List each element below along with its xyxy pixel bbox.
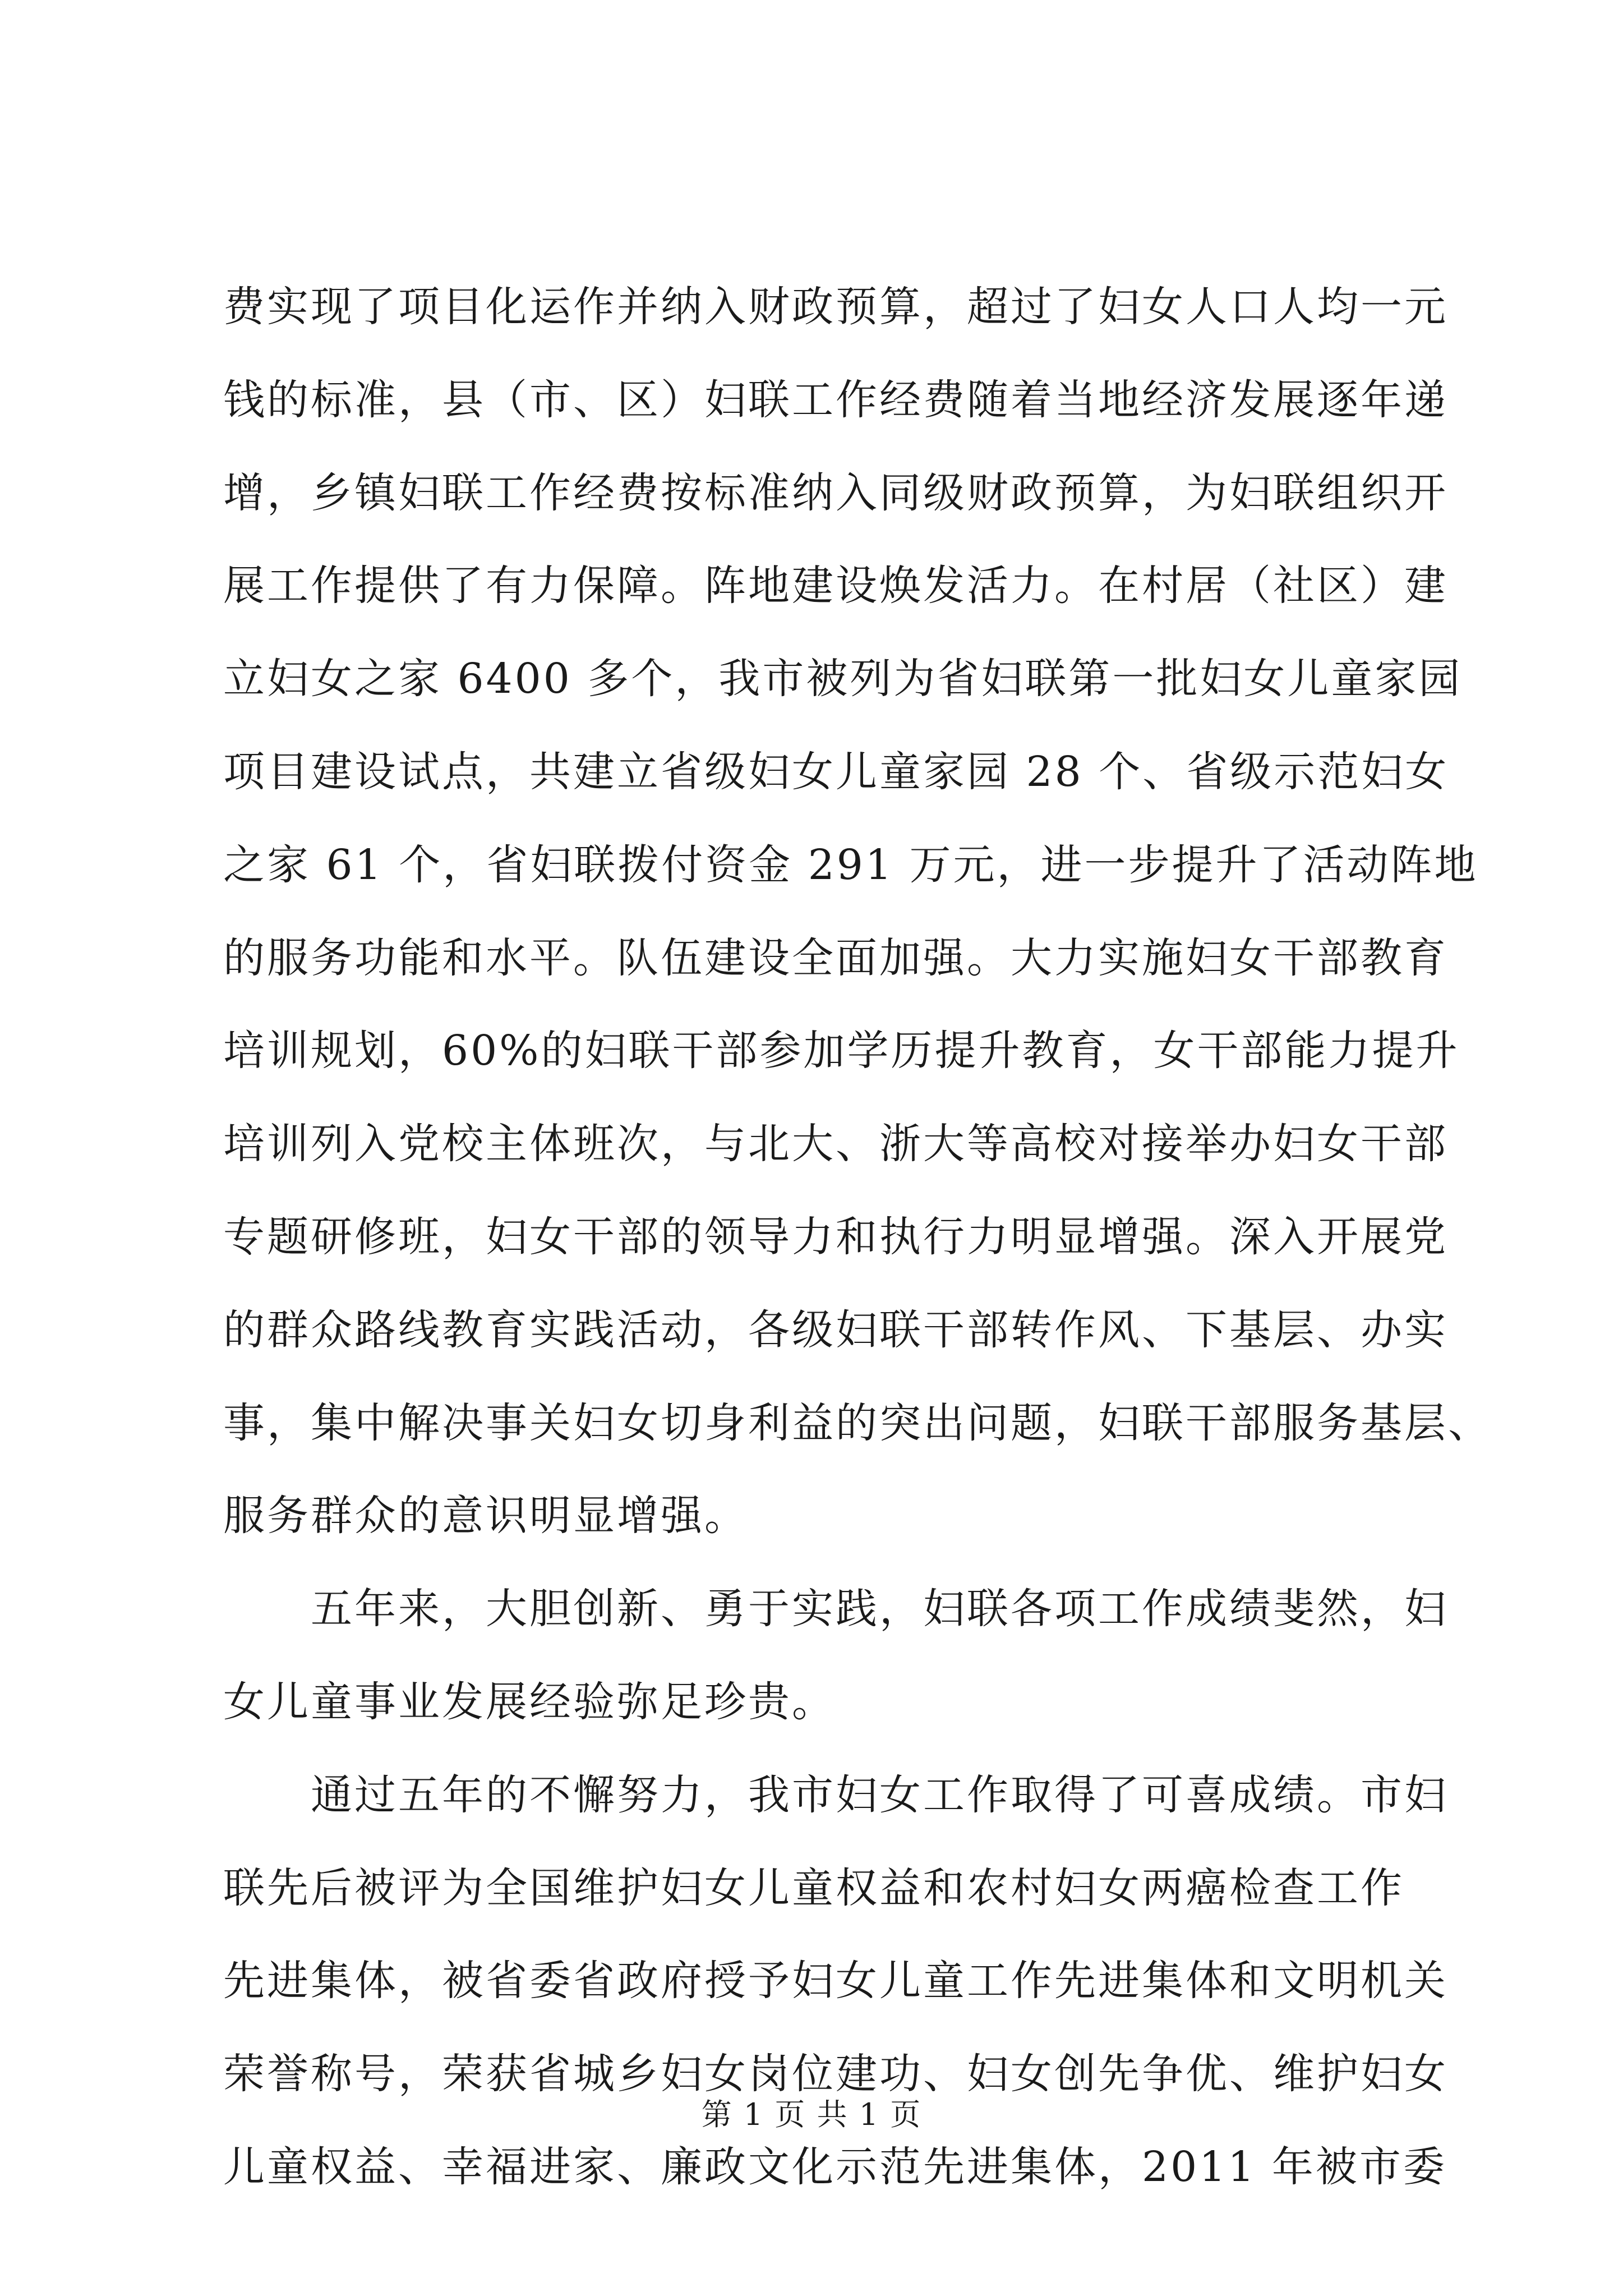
page-number: 第 1 页 共 1 页	[701, 2097, 922, 2132]
text-line: 增，乡镇妇联工作经费按标准纳入同级财政预算，为妇联组织开	[223, 468, 1448, 517]
text-line: 联先后被评为全国维护妇女儿童权益和农村妇女两癌检查工作	[223, 1864, 1404, 1912]
body-text	[223, 261, 1492, 2214]
text-line: 钱的标准，县（市、区）妇联工作经费随着当地经济发展逐年递	[223, 375, 1448, 424]
text-line: 的群众路线教育实践活动，各级妇联干部转作风、下基层、办实	[223, 1305, 1448, 1354]
text-line: 培训列入党校主体班次，与北大、浙大等高校对接举办妇女干部	[223, 1120, 1448, 1168]
text-line: 服务群众的意识明显增强。	[223, 1492, 748, 1540]
text-line: 立妇女之家 6400 多个，我市被列为省妇联第一批妇女儿童家园	[223, 655, 1463, 703]
text-line: 女儿童事业发展经验弥足珍贵。	[223, 1677, 836, 1726]
text-line: 费实现了项目化运作并纳入财政预算，超过了妇女人口人均一元	[223, 283, 1448, 331]
text-line: 儿童权益、幸福进家、廉政文化示范先进集体，2011 年被市委	[223, 2142, 1447, 2191]
text-line: 先进集体，被省委省政府授予妇女儿童工作先进集体和文明机关	[223, 1957, 1448, 2005]
text-line: 项目建设试点，共建立省级妇女儿童家园 28 个、省级示范妇女	[223, 747, 1449, 796]
text-line: 荣誉称号，荣获省城乡妇女岗位建功、妇女创先争优、维护妇女	[223, 2050, 1448, 2099]
text-line: 的服务功能和水平。队伍建设全面加强。大力实施妇女干部教育	[223, 933, 1448, 982]
text-line: 之家 61 个，省妇联拨付资金 291 万元，进一步提升了活动阵地	[223, 840, 1478, 889]
text-line: 展工作提供了有力保障。阵地建设焕发活力。在村居（社区）建	[223, 562, 1448, 610]
text-line: 五年来，大胆创新、勇于实践，妇联各项工作成绩斐然，妇	[223, 1585, 1448, 1634]
text-line: 专题研修班，妇女干部的领导力和执行力明显增强。深入开展党	[223, 1212, 1448, 1261]
text-line: 培训规划，60%的妇联干部参加学历提升教育，女干部能力提升	[223, 1027, 1460, 1075]
text-line: 事，集中解决事关妇女切身利益的突出问题，妇联干部服务基层、	[223, 1398, 1492, 1447]
page-footer	[0, 2092, 1623, 2137]
text-line: 通过五年的不懈努力，我市妇女工作取得了可喜成绩。市妇	[223, 1770, 1448, 1819]
